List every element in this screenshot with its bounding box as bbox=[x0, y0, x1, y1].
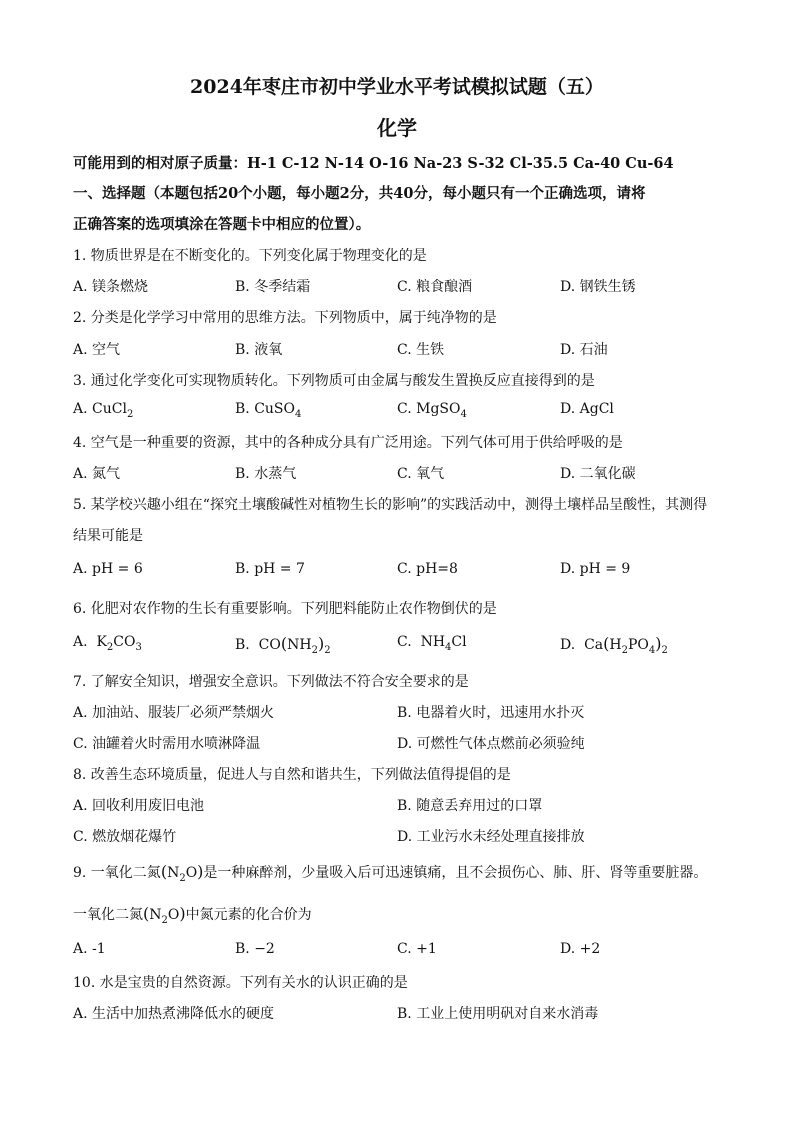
q3-option-c: C. MgSO$_4$ bbox=[397, 401, 467, 420]
q8-option-b: B. 随意丢弃用过的口罩 bbox=[397, 798, 543, 814]
q3-option-a: A. CuCl$_2$ bbox=[73, 401, 134, 420]
q5-option-b: B. pH = 7 bbox=[235, 561, 305, 577]
question-7: 7. 了解安全知识，增强安全意识。下列做法不符合安全要求的是 bbox=[73, 674, 469, 690]
q9-option-d: D. +2 bbox=[560, 941, 601, 957]
q1-option-c: C. 粮食酿酒 bbox=[397, 279, 473, 295]
question-1: 1. 物质世界是在不断变化的。下列变化属于物理变化的是 bbox=[73, 248, 427, 264]
q6-option-a: A. $K_2CO_3$ bbox=[73, 634, 142, 653]
q9-option-b: B. −2 bbox=[235, 941, 275, 957]
q5-option-c: C. pH=8 bbox=[397, 561, 458, 577]
question-3: 3. 通过化学变化可实现物质转化。下列物质可由金属与酸发生置换反应直接得到的是 bbox=[73, 373, 595, 389]
q2-option-c: C. 生铁 bbox=[397, 342, 445, 358]
question-4: 4. 空气是一种重要的资源，其中的各种成分具有广泛用途。下列气体可用于供给呼吸的是 bbox=[73, 435, 623, 451]
q4-option-a: A. 氮气 bbox=[73, 466, 121, 482]
section-instructions-1: 一、选择题（本题包括20个小题，每小题2分，共40分，每小题只有一个正确选项，请将 bbox=[73, 185, 646, 202]
question-8: 8. 改善生态环境质量，促进人与自然和谐共生，下列做法值得提倡的是 bbox=[73, 767, 511, 783]
q2-option-d: D. 石油 bbox=[560, 342, 608, 358]
q4-option-c: C. 氧气 bbox=[397, 466, 445, 482]
section-instructions-2: 正确答案的选项填涂在答题卡中相应的位置）。 bbox=[73, 216, 371, 233]
q1-option-d: D. 钢铁生锈 bbox=[560, 279, 636, 295]
question-2: 2. 分类是化学学习中常用的思维方法。下列物质中，属于纯净物的是 bbox=[73, 310, 497, 326]
q4-option-b: B. 水蒸气 bbox=[235, 466, 297, 482]
q8-option-c: C. 燃放烟花爆竹 bbox=[73, 829, 177, 845]
question-10: 10. 水是宝贵的自然资源。下列有关水的认识正确的是 bbox=[73, 975, 408, 991]
q6-option-b: B. $CO(NH_2)_2$ bbox=[235, 634, 331, 656]
q10-option-b: B. 工业上使用明矾对自来水消毒 bbox=[397, 1006, 599, 1022]
q9-option-a: A. -1 bbox=[73, 941, 106, 957]
q3-option-b: B. CuSO$_4$ bbox=[235, 401, 302, 420]
q7-option-a: A. 加油站、服装厂必须严禁烟火 bbox=[73, 705, 275, 721]
q1-option-a: A. 镁条燃烧 bbox=[73, 279, 149, 295]
question-5: 5. 某学校兴趣小组在“探究土壤酸碱性对植物生长的影响”的实践活动中，测得土壤样品呈酸性，其测得 bbox=[73, 497, 708, 513]
q1-option-b: B. 冬季结霜 bbox=[235, 279, 311, 295]
atomic-masses: 可能用到的相对原子质量：H-1 C-12 N-14 O-16 Na-23 S-32 Cl-35.5 Ca-40 Cu-64 bbox=[73, 155, 674, 172]
q7-option-c: C. 油罐着火时需用水喷淋降温 bbox=[73, 736, 261, 752]
q8-option-d: D. 工业污水未经处理直接排放 bbox=[397, 829, 585, 845]
q9-option-c: C. +1 bbox=[397, 941, 437, 957]
q7-option-d: D. 可燃性气体点燃前必须验纯 bbox=[397, 736, 585, 752]
q2-option-b: B. 液氧 bbox=[235, 342, 283, 358]
q6-option-c: C. $NH_4Cl$ bbox=[397, 634, 467, 653]
q2-option-a: A. 空气 bbox=[73, 342, 121, 358]
q10-option-a: A. 生活中加热煮沸降低水的硬度 bbox=[73, 1006, 275, 1022]
question-6: 6. 化肥对农作物的生长有重要影响。下列肥料能防止农作物倒伏的是 bbox=[73, 601, 497, 617]
q7-option-b: B. 电器着火时，迅速用水扑灭 bbox=[397, 705, 585, 721]
question-9-cont: 一氧化二氮$(N_2O)$中氮元素的化合价为 bbox=[73, 904, 312, 926]
q3-option-d: D. AgCl bbox=[560, 401, 614, 417]
q5-option-d: D. pH = 9 bbox=[560, 561, 631, 577]
q4-option-d: D. 二氧化碳 bbox=[560, 466, 636, 482]
q6-option-d: D. $Ca(H_2PO_4)_2$ bbox=[560, 634, 668, 656]
q8-option-a: A. 回收利用废旧电池 bbox=[73, 798, 205, 814]
question-5-cont: 结果可能是 bbox=[73, 528, 143, 544]
page-title: 2024年枣庄市初中学业水平考试模拟试题（五） bbox=[190, 76, 604, 98]
question-9: 9. 一氧化二氮$(N_2O)$是一种麻醉剂，少量吸入后可迅速镇痛，且不会损伤心、肺、肝、肾等重要脏器。 bbox=[73, 862, 708, 884]
subject-title: 化学 bbox=[377, 116, 417, 140]
q5-option-a: A. pH = 6 bbox=[73, 561, 143, 577]
